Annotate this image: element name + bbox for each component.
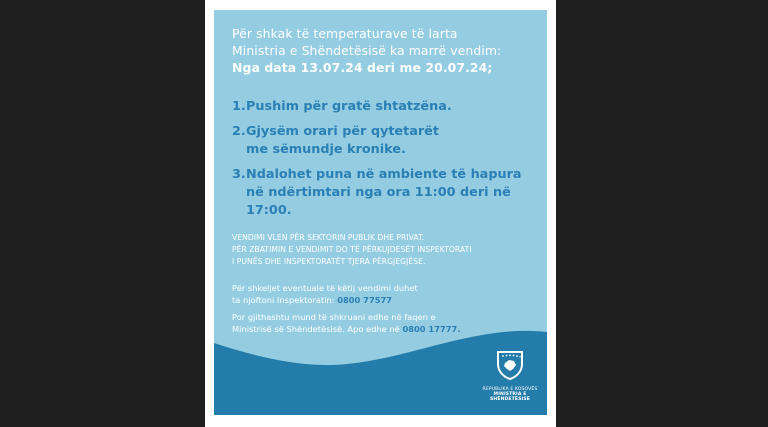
intro-line-2: Ministria e Shëndetësisë ka marrë vendim: bbox=[232, 43, 502, 58]
ministry-phone: 0800 17777 bbox=[402, 324, 458, 334]
report-text: Por gjithashtu mund të shkruani edhe në faqen e bbox=[232, 312, 436, 322]
notice-line-1: VENDIMI VLEN PËR SEKTORIN PUBLIK DHE PRIVAT. bbox=[232, 233, 425, 242]
ministry-logo bbox=[475, 349, 545, 402]
report-text: Ministrisë së Shëndetësisë. Apo edhe në bbox=[232, 324, 403, 334]
report-text: ta njoftoni Inspektoratin: bbox=[232, 295, 338, 305]
scope-notice bbox=[232, 232, 547, 268]
measure-text-cont: në ndërtimtari nga ora 11:00 deri në 17:00. bbox=[246, 185, 511, 218]
measure-text: Ndalohet puna në ambiente të hapura bbox=[246, 167, 522, 182]
measure-text-cont: me sëmundje kronike. bbox=[246, 142, 406, 157]
ministry-label: MINISTRIA E SHËNDETËSISË bbox=[489, 392, 531, 402]
measure-item-2 bbox=[232, 123, 547, 159]
report-paragraph-1 bbox=[232, 282, 547, 306]
kosovo-coat-of-arms-icon bbox=[494, 349, 526, 381]
measure-text: Pushim për gratë shtatzëna. bbox=[246, 99, 452, 114]
notice-line-2: PËR ZBATIMIN E VENDIMIT DO TË PËRKUJDESËT INSPEKTORATI bbox=[232, 245, 472, 254]
intro-text bbox=[232, 25, 542, 76]
measure-number: 3. bbox=[232, 167, 246, 182]
inspectorate-phone: 0800 77577 bbox=[337, 295, 393, 305]
measure-item-3 bbox=[232, 166, 547, 220]
date-range: Nga data 13.07.24 deri me 20.07.24; bbox=[232, 60, 493, 75]
period: . bbox=[457, 324, 461, 334]
notice-line-3: I PUNËS DHE INSPEKTORATËT TJERA PËRGJEGJËSE. bbox=[232, 257, 426, 266]
republic-label: REPUBLIKA E KOSOVËS bbox=[482, 387, 538, 392]
poster-page bbox=[205, 0, 556, 427]
report-text: Për shkeljet eventuale të këtij vendimi duhet bbox=[232, 283, 418, 293]
announcement-card bbox=[214, 10, 547, 415]
measure-number: 2. bbox=[232, 124, 246, 139]
measure-item-1 bbox=[232, 98, 547, 116]
measure-text: Gjysëm orari për qytetarët bbox=[246, 124, 439, 139]
measure-number: 1. bbox=[232, 99, 246, 114]
intro-line-1: Për shkak të temperaturave të larta bbox=[232, 26, 458, 41]
measures-list bbox=[232, 98, 547, 227]
